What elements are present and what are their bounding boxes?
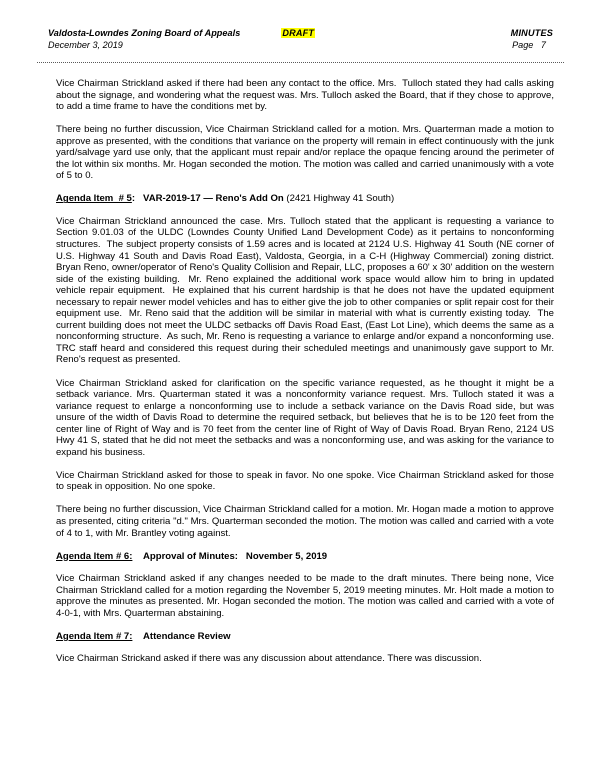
header-top-row <box>48 28 553 38</box>
agenda-item-7-heading <box>56 631 554 643</box>
header-second-row <box>48 40 553 50</box>
paragraph-item5-case: Vice Chairman Strickland announced the case. Mrs. Tulloch stated that the applicant is requesting a variance to Section 9.01.03 of the ULDC (Lowndes County Unified Land Development Code) as it pertains to nonconforming structures. The subject property consists of 1.59 acres and is located at 2124 U.S. Highway 41 South (NE corner of U.S. Highway 41 South and Davis Road East), Valdosta, Georgia, in a C-H (Highway Commercial) zoning district. Bryan Reno, owner/operator of Reno's Quality Collision and Repair, LLC, proposes a 60' x 30' addition on the western side of the existing building. Mr. Reno explained the additional work space would allow him to bring in updated vehicle repair equipment. He explained that his current hardship is that he does not have the updated equipment necessary to repair newer model vehicles and has to either give the job to other companies or split repair cost for their equipment use. Mr. Reno said that the addition will be similar in material with what is currently existing today. The current building does not meet the ULDC setbacks off Davis Road East, (East Lot Line), which deems the same as a nonconforming structure. As such, Mr. Reno is requesting a variance to enlarge and/or expand a nonconforming use. TRC staff heard and considered this request during their scheduled meetings and unanimously gave support to Mr. Reno's request as presented. <box>56 215 562 366</box>
paragraph-item7-body: Vice Chairman Strickand asked if there was any discussion about attendance. There was discussion. <box>56 653 482 665</box>
agenda-item-5-colon: : <box>131 193 136 205</box>
draft-stamp: DRAFT <box>282 28 315 38</box>
paragraph-item6-body: Vice Chairman Strickland asked if any changes needed to be made to the draft minutes. There being none, Vice Chairman Strickland called for a motion regarding the November 5, 2019 meeting minutes. Mr. Holt made a motion to approve the minutes as presented. Mr. Hogan seconded the motion. The motion was called and carried with a vote of 4-0-1, with Mrs. Quarterman abstaining. <box>56 573 557 619</box>
agenda-item-5-heading <box>56 193 554 205</box>
document-body <box>56 78 562 676</box>
agenda-item-6-label: Agenda Item # 6: <box>56 550 133 562</box>
header-divider <box>37 62 564 65</box>
agenda-item-7-label: Agenda Item # 7: <box>56 630 133 642</box>
agenda-item-5-label: Agenda Item # 5 <box>56 193 132 205</box>
paragraph-item5-motion: There being no further discussion, Vice Chairman Strickland called for a motion. Mr. Hogan made a motion to approve as presented, citing criteria "d." Mrs. Quarterman seconded the motion. The motion was called and carried with a vote of 4 to 1, with Mr. Brantley voting against. <box>56 504 557 539</box>
agenda-item-7-title: Attendance Review <box>143 630 231 642</box>
agenda-item-6-title: Approval of Minutes: November 5, 2019 <box>143 550 328 562</box>
agenda-item-6-heading <box>56 551 554 563</box>
paragraph-item5-clarification: Vice Chairman Strickland asked for clarification on the specific variance requested, as he thought it might be a setback variance. Mrs. Quarterman stated it was a nonconformity variance request. Mrs. Tulloch stated it was a variance request to enlarge a nonconforming use to include a setback variance on the Davis Road side, but was unsure of the width of Davis Road to determine the required setback, but believes that he is to be 120 feet from the center line of Right of Way and is 70 feet from the center line of Right of Way of Davis Road. Bryan Reno, 2124 US Hwy 41 S, stated that he did not meet the setbacks and was a nonconforming use, and was asking for the variance to expand his business. <box>56 377 557 458</box>
agenda-item-5-title: VAR-2019-17 — Reno's Add On <box>143 193 284 205</box>
document-type: MINUTES <box>510 28 553 38</box>
paragraph-item5-speakers: Vice Chairman Strickland asked for those to speak in favor. No one spoke. Vice Chairman Strickland asked for those to speak in opposition. No one spoke. <box>56 469 557 493</box>
paragraph-contact-office: Vice Chairman Strickland asked if there had been any contact to the office. Mrs. Tulloch stated they had calls asking about the signage, and wondering what the request was. Mrs. Tulloch asked the Board, that if they chose to approve, to add a time frame to have the conditions met by. <box>56 78 557 113</box>
page-number: Page 7 <box>512 39 546 50</box>
page-header <box>48 28 553 50</box>
paragraph-motion-item4: There being no further discussion, Vice Chairman Strickland called for a motion. Mrs. Quarterman made a motion to approve as presented, with the conditions that variance on the property will remain in effect continuously with the junk yard/salvage yard use only, that the applicant must repair and/or replace the opaque fencing around the perimeter of the lot within six months. Mr. Hogan seconded the motion. The motion was called and carried unanimously with a vote of 5 to 0. <box>56 124 557 182</box>
meeting-date: December 3, 2019 <box>48 39 123 50</box>
agenda-item-5-detail: (2421 Highway 41 South) <box>283 193 395 205</box>
organization-title: Valdosta-Lowndes Zoning Board of Appeals <box>48 28 241 38</box>
